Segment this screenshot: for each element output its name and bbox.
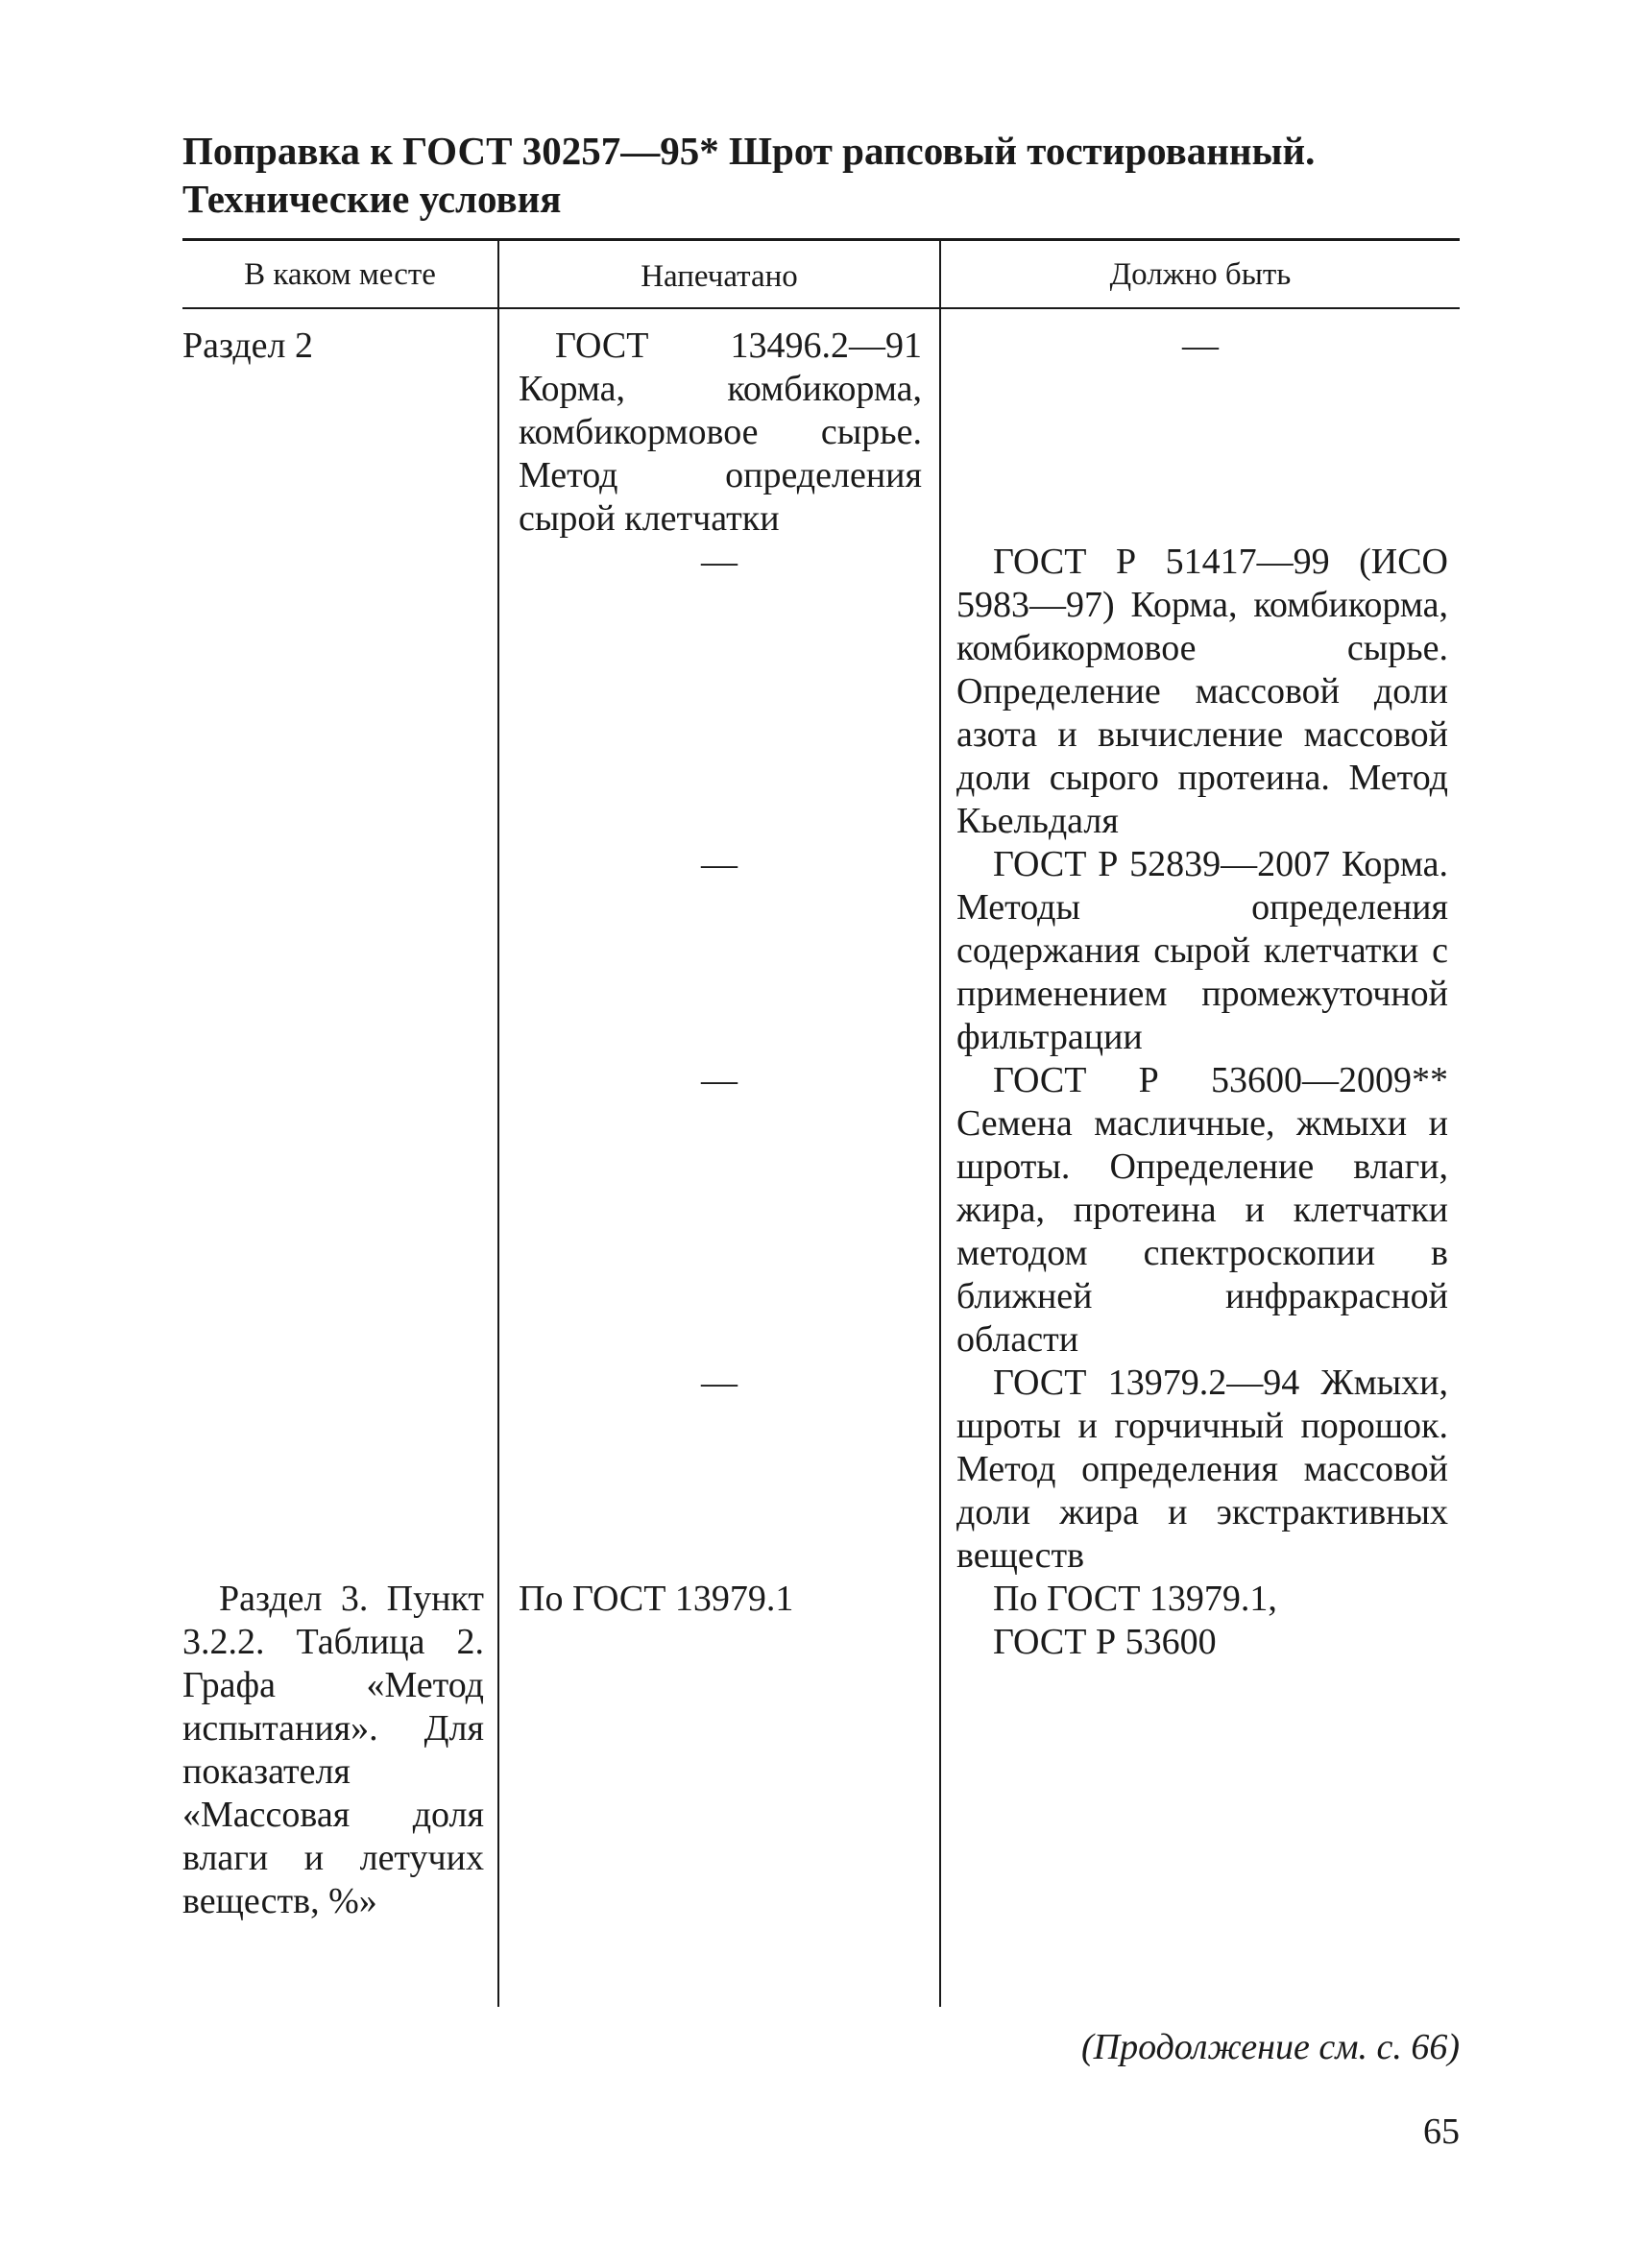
row-6-should-be-line-1: По ГОСТ 13979.1, bbox=[993, 1579, 1277, 1619]
header-printed: Напечатано bbox=[641, 259, 798, 294]
continuation-note: (Продолжение см. с. 66) bbox=[1080, 2027, 1460, 2067]
row-4-printed: — bbox=[701, 1060, 738, 1100]
row-3-printed: — bbox=[701, 844, 738, 884]
row-2-printed: — bbox=[701, 542, 738, 582]
document-title: Поправка к ГОСТ 30257—95* Шрот рапсовый тостированный. Технические условия bbox=[182, 129, 1316, 221]
row-6-where: Раздел 3. Пункт 3.2.2. Таблица 2. Графа «Метод испытания». Для показателя «Массовая доля влаги и летучих веществ, %» bbox=[182, 1579, 484, 1921]
header-where: В каком месте bbox=[244, 257, 436, 292]
row-2-should-be: ГОСТ Р 51417—99 (ИСО 5983—97) Корма, комбикорма, комбикормовое сырье. Определение массовой доли азота и вычисление массовой доли сырого протеина. Метод Кьельдаля bbox=[956, 542, 1448, 841]
corrections-table bbox=[182, 238, 1460, 2007]
table-top-rule bbox=[182, 238, 1460, 241]
row-6-printed: По ГОСТ 13979.1 bbox=[519, 1579, 794, 1619]
page-number: 65 bbox=[1423, 2111, 1460, 2152]
table-header-rule bbox=[182, 307, 1460, 309]
column-divider-2 bbox=[939, 238, 941, 2007]
row-1-where: Раздел 2 bbox=[182, 326, 313, 366]
row-5-should-be: ГОСТ 13979.2—94 Жмыхи, шроты и горчичный порошок. Метод определения массовой доли жира и экстрактивных веществ bbox=[956, 1363, 1448, 1576]
row-3-should-be: ГОСТ Р 52839—2007 Корма. Методы определения содержания сырой клетчатки с применением промежуточной фильтрации bbox=[956, 844, 1448, 1057]
row-4-should-be: ГОСТ Р 53600—2009** Семена масличные, жмыхи и шроты. Определение влаги, жира, протеина и клетчатки методом спектроскопии в ближней инфракрасной области bbox=[956, 1060, 1448, 1360]
row-5-printed: — bbox=[701, 1363, 738, 1403]
column-divider-1 bbox=[497, 238, 499, 2007]
header-should-be: Должно быть bbox=[1109, 257, 1292, 292]
row-1-should-be: — bbox=[1182, 326, 1219, 366]
row-1-printed: ГОСТ 13496.2—91 Корма, комбикорма, комбикормовое сырье. Метод определения сырой клетчатки bbox=[519, 326, 922, 539]
row-6-should-be-line-2: ГОСТ Р 53600 bbox=[993, 1622, 1217, 1662]
